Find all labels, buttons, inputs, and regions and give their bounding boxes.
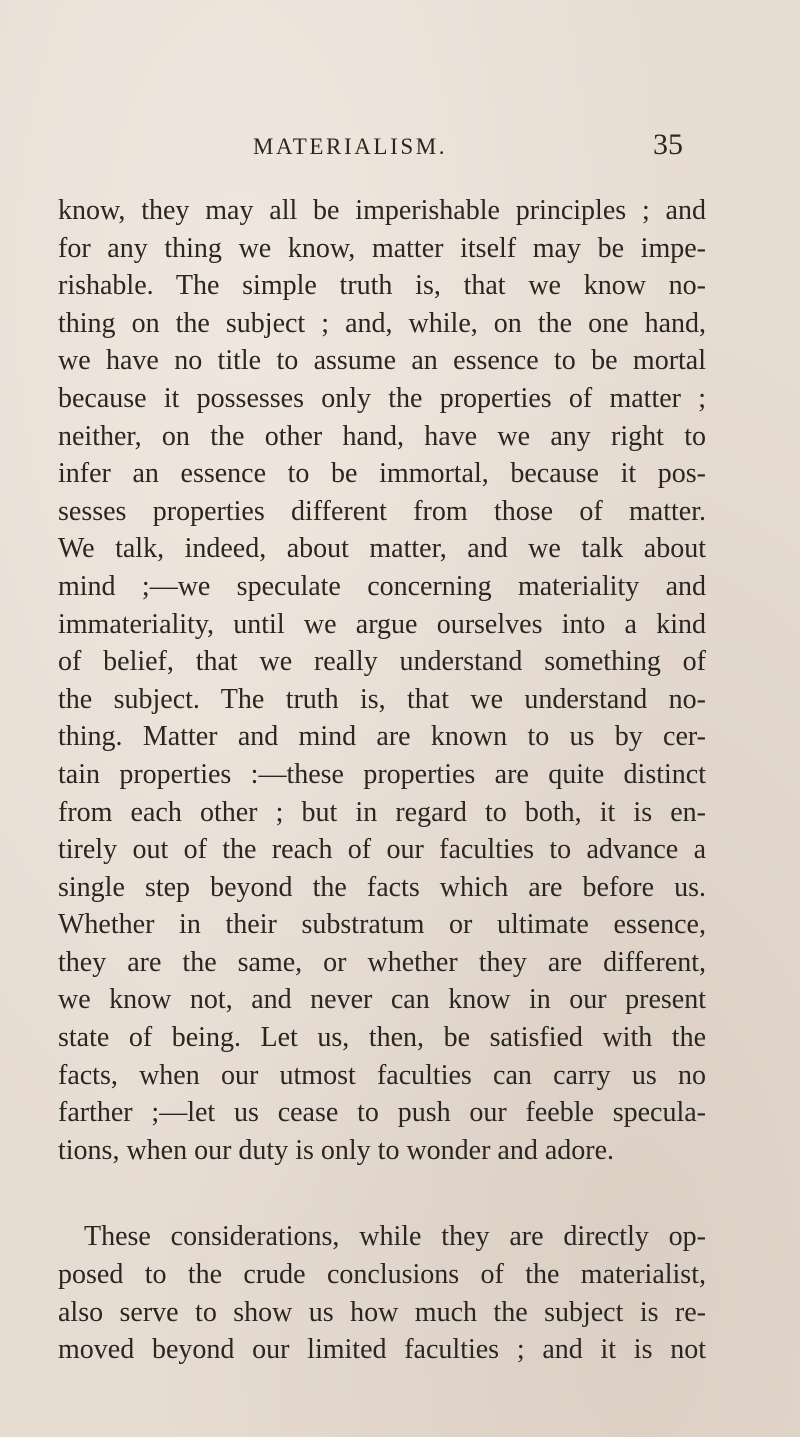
- text-line: thing on the subject ; and, while, on the one hand,: [58, 307, 706, 339]
- paragraph-1: [58, 192, 706, 1169]
- text-line: posed to the crude conclusions of the materialist,: [58, 1259, 706, 1291]
- text-line: tions, when our duty is only to wonder and adore.: [58, 1134, 615, 1166]
- text-line: moved beyond our limited faculties ; and it is not: [58, 1334, 706, 1366]
- text-line: we have no title to assume an essence to be mortal: [58, 345, 706, 377]
- body-text: [58, 192, 706, 1369]
- text-line: for any thing we know, matter itself may be impe-: [58, 232, 706, 264]
- text-line: Whether in their substratum or ultimate essence,: [58, 909, 706, 941]
- text-line: tirely out of the reach of our faculties to advance a: [58, 834, 706, 866]
- text-line: single step beyond the facts which are before us.: [58, 871, 706, 903]
- text-line: immateriality, until we argue ourselves into a kind: [58, 608, 706, 640]
- text-line: of belief, that we really understand something of: [58, 646, 706, 678]
- text-line: We talk, indeed, about matter, and we talk about: [58, 533, 706, 565]
- paragraph-2: [58, 1218, 706, 1368]
- text-line: rishable. The simple truth is, that we know no-: [58, 270, 706, 302]
- text-line: know, they may all be imperishable principles ; and: [58, 195, 706, 226]
- text-line: tain properties :—these properties are quite distinct: [58, 758, 706, 790]
- text-line: the subject. The truth is, that we understand no-: [58, 683, 706, 715]
- text-line: neither, on the other hand, have we any right to: [58, 420, 706, 452]
- text-line: These considerations, while they are directly op-: [84, 1221, 706, 1253]
- text-line: from each other ; but in regard to both, it is en-: [58, 796, 706, 828]
- text-line: farther ;—let us cease to push our feeble specula-: [58, 1097, 706, 1129]
- text-line: mind ;—we speculate concerning materiality and: [58, 570, 706, 602]
- text-line: thing. Matter and mind are known to us by cer-: [58, 721, 706, 753]
- text-line: facts, when our utmost faculties can carry us no: [58, 1059, 706, 1091]
- running-title: MATERIALISM.: [253, 134, 448, 159]
- page-number: 35: [653, 128, 683, 161]
- text-line: infer an essence to be immortal, because it pos-: [58, 458, 706, 490]
- text-line: they are the same, or whether they are different,: [58, 946, 706, 978]
- page-header: [253, 128, 693, 168]
- text-line: state of being. Let us, then, be satisfied with the: [58, 1022, 706, 1054]
- text-line: also serve to show us how much the subject is re-: [58, 1296, 706, 1328]
- text-line: because it possesses only the properties of matter ;: [58, 382, 706, 414]
- text-line: sesses properties different from those of matter.: [58, 495, 706, 527]
- text-line: we know not, and never can know in our present: [58, 984, 706, 1016]
